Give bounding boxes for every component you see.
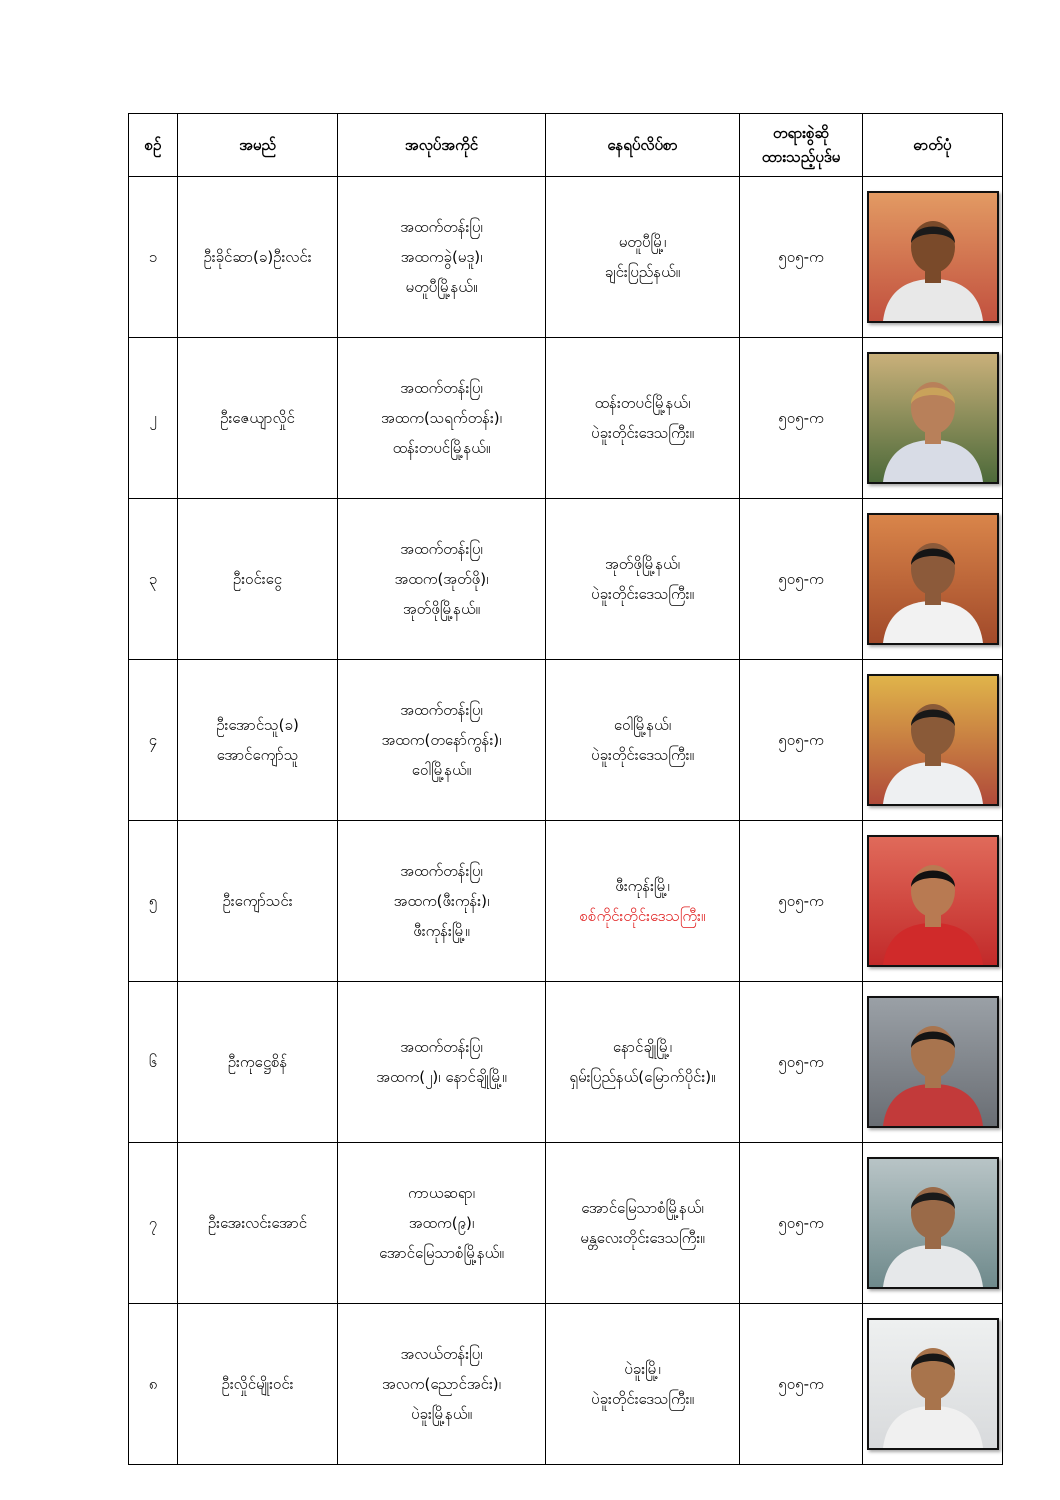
row-number: ၄ bbox=[129, 660, 178, 821]
photo-cell bbox=[863, 499, 1003, 660]
home-address bbox=[546, 499, 740, 660]
person-name bbox=[178, 821, 338, 982]
table-row bbox=[129, 821, 1003, 982]
table-row bbox=[129, 982, 1003, 1143]
person-name-line: ဦးဇေယျာလှိုင် bbox=[220, 409, 295, 427]
occupation-line: ဖီးကုန်းမြို့။ bbox=[413, 922, 470, 940]
header-section bbox=[740, 114, 863, 177]
occupation-line: အလက(ညောင်အင်း)၊ bbox=[381, 1375, 502, 1393]
person-photo bbox=[867, 674, 999, 806]
person-name-line: ဦးကုဋ္ဌေစိန် bbox=[227, 1053, 288, 1071]
occupation-line: အလယ်တန်းပြ၊ bbox=[400, 1345, 483, 1363]
charged-section: ၅၀၅-က bbox=[740, 982, 863, 1143]
occupation-line: အထကခွဲ(မဒူ)၊ bbox=[400, 248, 483, 266]
address-line: ဝေါမြို့နယ်၊ bbox=[613, 716, 672, 734]
occupation bbox=[338, 821, 546, 982]
address-line: ပဲခူးတိုင်းဒေသကြီး။ bbox=[591, 746, 694, 764]
person-photo-image bbox=[869, 837, 997, 965]
person-name-line: ဦးလှိုင်မျိုးဝင်း bbox=[221, 1375, 294, 1393]
address-line: ပဲခူးတိုင်းဒေသကြီး။ bbox=[591, 585, 694, 603]
occupation-line: အထက်တန်းပြ၊ bbox=[400, 218, 483, 236]
person-name-line: ဦးအေးလင်းအောင် bbox=[207, 1214, 308, 1232]
occupation bbox=[338, 499, 546, 660]
occupation bbox=[338, 177, 546, 338]
person-photo bbox=[867, 513, 999, 645]
charged-section: ၅၀၅-က bbox=[740, 1304, 863, 1465]
person-name bbox=[178, 499, 338, 660]
charged-section: ၅၀၅-က bbox=[740, 821, 863, 982]
person-photo-image bbox=[869, 998, 997, 1126]
header-section-line1: တရားစွဲဆို bbox=[772, 124, 830, 142]
occupation-line: အထက်တန်းပြ၊ bbox=[400, 1038, 483, 1056]
person-name bbox=[178, 660, 338, 821]
occupation-line: အထက(အုတ်ဖို)၊ bbox=[394, 570, 489, 588]
home-address bbox=[546, 660, 740, 821]
occupation bbox=[338, 982, 546, 1143]
home-address bbox=[546, 1304, 740, 1465]
photo-cell bbox=[863, 982, 1003, 1143]
photo-cell bbox=[863, 1304, 1003, 1465]
address-line: နောင်ချိုမြို့၊ bbox=[612, 1038, 673, 1056]
person-name bbox=[178, 177, 338, 338]
person-name-line: ဦးဝင်းငွေ bbox=[232, 570, 283, 588]
occupation bbox=[338, 660, 546, 821]
occupation-line: အထက်တန်းပြ၊ bbox=[400, 540, 483, 558]
occupation-line: ထန်းတပင်မြို့နယ်။ bbox=[392, 439, 491, 457]
address-line: အောင်မြေသာစံမြို့နယ်၊ bbox=[581, 1199, 704, 1217]
address-line: မတူပီမြို့၊ bbox=[618, 233, 667, 251]
address-line: အုတ်ဖိုမြို့နယ်၊ bbox=[604, 555, 681, 573]
address-line: ပဲခူးတိုင်းဒေသကြီး။ bbox=[591, 424, 694, 442]
occupation bbox=[338, 1304, 546, 1465]
photo-cell bbox=[863, 177, 1003, 338]
photo-cell bbox=[863, 1143, 1003, 1304]
header-photo: ဓာတ်ပုံ bbox=[863, 114, 1003, 177]
person-name-line: အောင်ကျော်သူ bbox=[216, 746, 299, 764]
charged-section: ၅၀၅-က bbox=[740, 660, 863, 821]
table-body bbox=[129, 177, 1003, 1465]
row-number: ၅ bbox=[129, 821, 178, 982]
table-row bbox=[129, 660, 1003, 821]
person-name bbox=[178, 1304, 338, 1465]
address-line: ပဲခူးတိုင်းဒေသကြီး။ bbox=[591, 1390, 694, 1408]
header-no: စဉ် bbox=[129, 114, 178, 177]
person-photo-image bbox=[869, 676, 997, 804]
row-number: ၆ bbox=[129, 982, 178, 1143]
occupation-line: အောင်မြေသာစံမြို့နယ်။ bbox=[379, 1244, 504, 1262]
row-number: ၁ bbox=[129, 177, 178, 338]
occupation-line: အထက်တန်းပြ၊ bbox=[400, 701, 483, 719]
person-photo bbox=[867, 1157, 999, 1289]
occupation-line: ဝေါမြို့နယ်။ bbox=[411, 761, 472, 779]
header-row bbox=[129, 114, 1003, 177]
photo-cell bbox=[863, 821, 1003, 982]
occupation bbox=[338, 1143, 546, 1304]
occupation-line: ကာယဆရာ၊ bbox=[407, 1184, 476, 1202]
occupation-line: အထက်တန်းပြ၊ bbox=[400, 379, 483, 397]
charged-section: ၅၀၅-က bbox=[740, 338, 863, 499]
person-name bbox=[178, 338, 338, 499]
person-name bbox=[178, 982, 338, 1143]
occupation-line: အထက(တနော်ကွန်း)၊ bbox=[381, 731, 502, 749]
row-number: ၇ bbox=[129, 1143, 178, 1304]
person-name-line: ဦးခိုင်ဆာ(ခ)ဦးလင်း bbox=[203, 248, 312, 266]
person-photo-image bbox=[869, 354, 997, 482]
occupation-line: ပဲခူးမြို့နယ်။ bbox=[410, 1405, 473, 1423]
table-row bbox=[129, 338, 1003, 499]
person-photo-image bbox=[869, 1159, 997, 1287]
person-photo-image bbox=[869, 1320, 997, 1448]
charged-section: ၅၀၅-က bbox=[740, 177, 863, 338]
table-row bbox=[129, 499, 1003, 660]
table-row bbox=[129, 1143, 1003, 1304]
detainee-table bbox=[128, 113, 1003, 1465]
home-address bbox=[546, 1143, 740, 1304]
address-line: ပဲခူးမြို့၊ bbox=[624, 1360, 661, 1378]
person-photo-image bbox=[869, 193, 997, 321]
person-name-line: ဦးကျော်သင်း bbox=[222, 892, 293, 910]
charged-section: ၅၀၅-က bbox=[740, 499, 863, 660]
address-line: စစ်ကိုင်းတိုင်းဒေသကြီး။ bbox=[579, 907, 706, 925]
occupation-line: အုတ်ဖိုမြို့နယ်။ bbox=[402, 600, 481, 618]
photo-cell bbox=[863, 338, 1003, 499]
person-photo bbox=[867, 996, 999, 1128]
occupation bbox=[338, 338, 546, 499]
occupation-line: အထက(သရက်တန်း)၊ bbox=[381, 409, 502, 427]
person-photo bbox=[867, 835, 999, 967]
header-section-line2: ထားသည့်ပုဒ်မ bbox=[761, 148, 841, 166]
address-line: ချင်းပြည်နယ်။ bbox=[604, 263, 681, 281]
person-photo bbox=[867, 191, 999, 323]
header-address: နေရပ်လိပ်စာ bbox=[546, 114, 740, 177]
occupation-line: အထက(၂)၊ နောင်ချိုမြို့။ bbox=[376, 1068, 507, 1086]
charged-section: ၅၀၅-က bbox=[740, 1143, 863, 1304]
row-number: ၈ bbox=[129, 1304, 178, 1465]
occupation-line: အထက(ဖီးကုန်း)၊ bbox=[393, 892, 490, 910]
person-photo bbox=[867, 352, 999, 484]
address-line: ထန်းတပင်မြို့နယ်၊ bbox=[594, 394, 691, 412]
person-name bbox=[178, 1143, 338, 1304]
table-header bbox=[129, 114, 1003, 177]
address-line: ရှမ်းပြည်နယ်(မြောက်ပိုင်း)။ bbox=[569, 1068, 716, 1086]
person-photo bbox=[867, 1318, 999, 1450]
address-line: မန္တလေးတိုင်းဒေသကြီး။ bbox=[580, 1229, 705, 1247]
home-address bbox=[546, 338, 740, 499]
table-row bbox=[129, 177, 1003, 338]
occupation-line: အထက(၉)၊ bbox=[408, 1214, 475, 1232]
table-row bbox=[129, 1304, 1003, 1465]
row-number: ၃ bbox=[129, 499, 178, 660]
home-address bbox=[546, 821, 740, 982]
photo-cell bbox=[863, 660, 1003, 821]
person-name-line: ဦးအောင်သူ(ခ) bbox=[216, 716, 299, 734]
occupation-line: အထက်တန်းပြ၊ bbox=[400, 862, 483, 880]
address-line: ဖီးကုန်းမြို့၊ bbox=[615, 877, 670, 895]
header-name: အမည် bbox=[178, 114, 338, 177]
person-photo-image bbox=[869, 515, 997, 643]
occupation-line: မတူပီမြို့နယ်။ bbox=[405, 278, 478, 296]
header-position: အလုပ်အကိုင် bbox=[338, 114, 546, 177]
home-address bbox=[546, 177, 740, 338]
row-number: ၂ bbox=[129, 338, 178, 499]
home-address bbox=[546, 982, 740, 1143]
